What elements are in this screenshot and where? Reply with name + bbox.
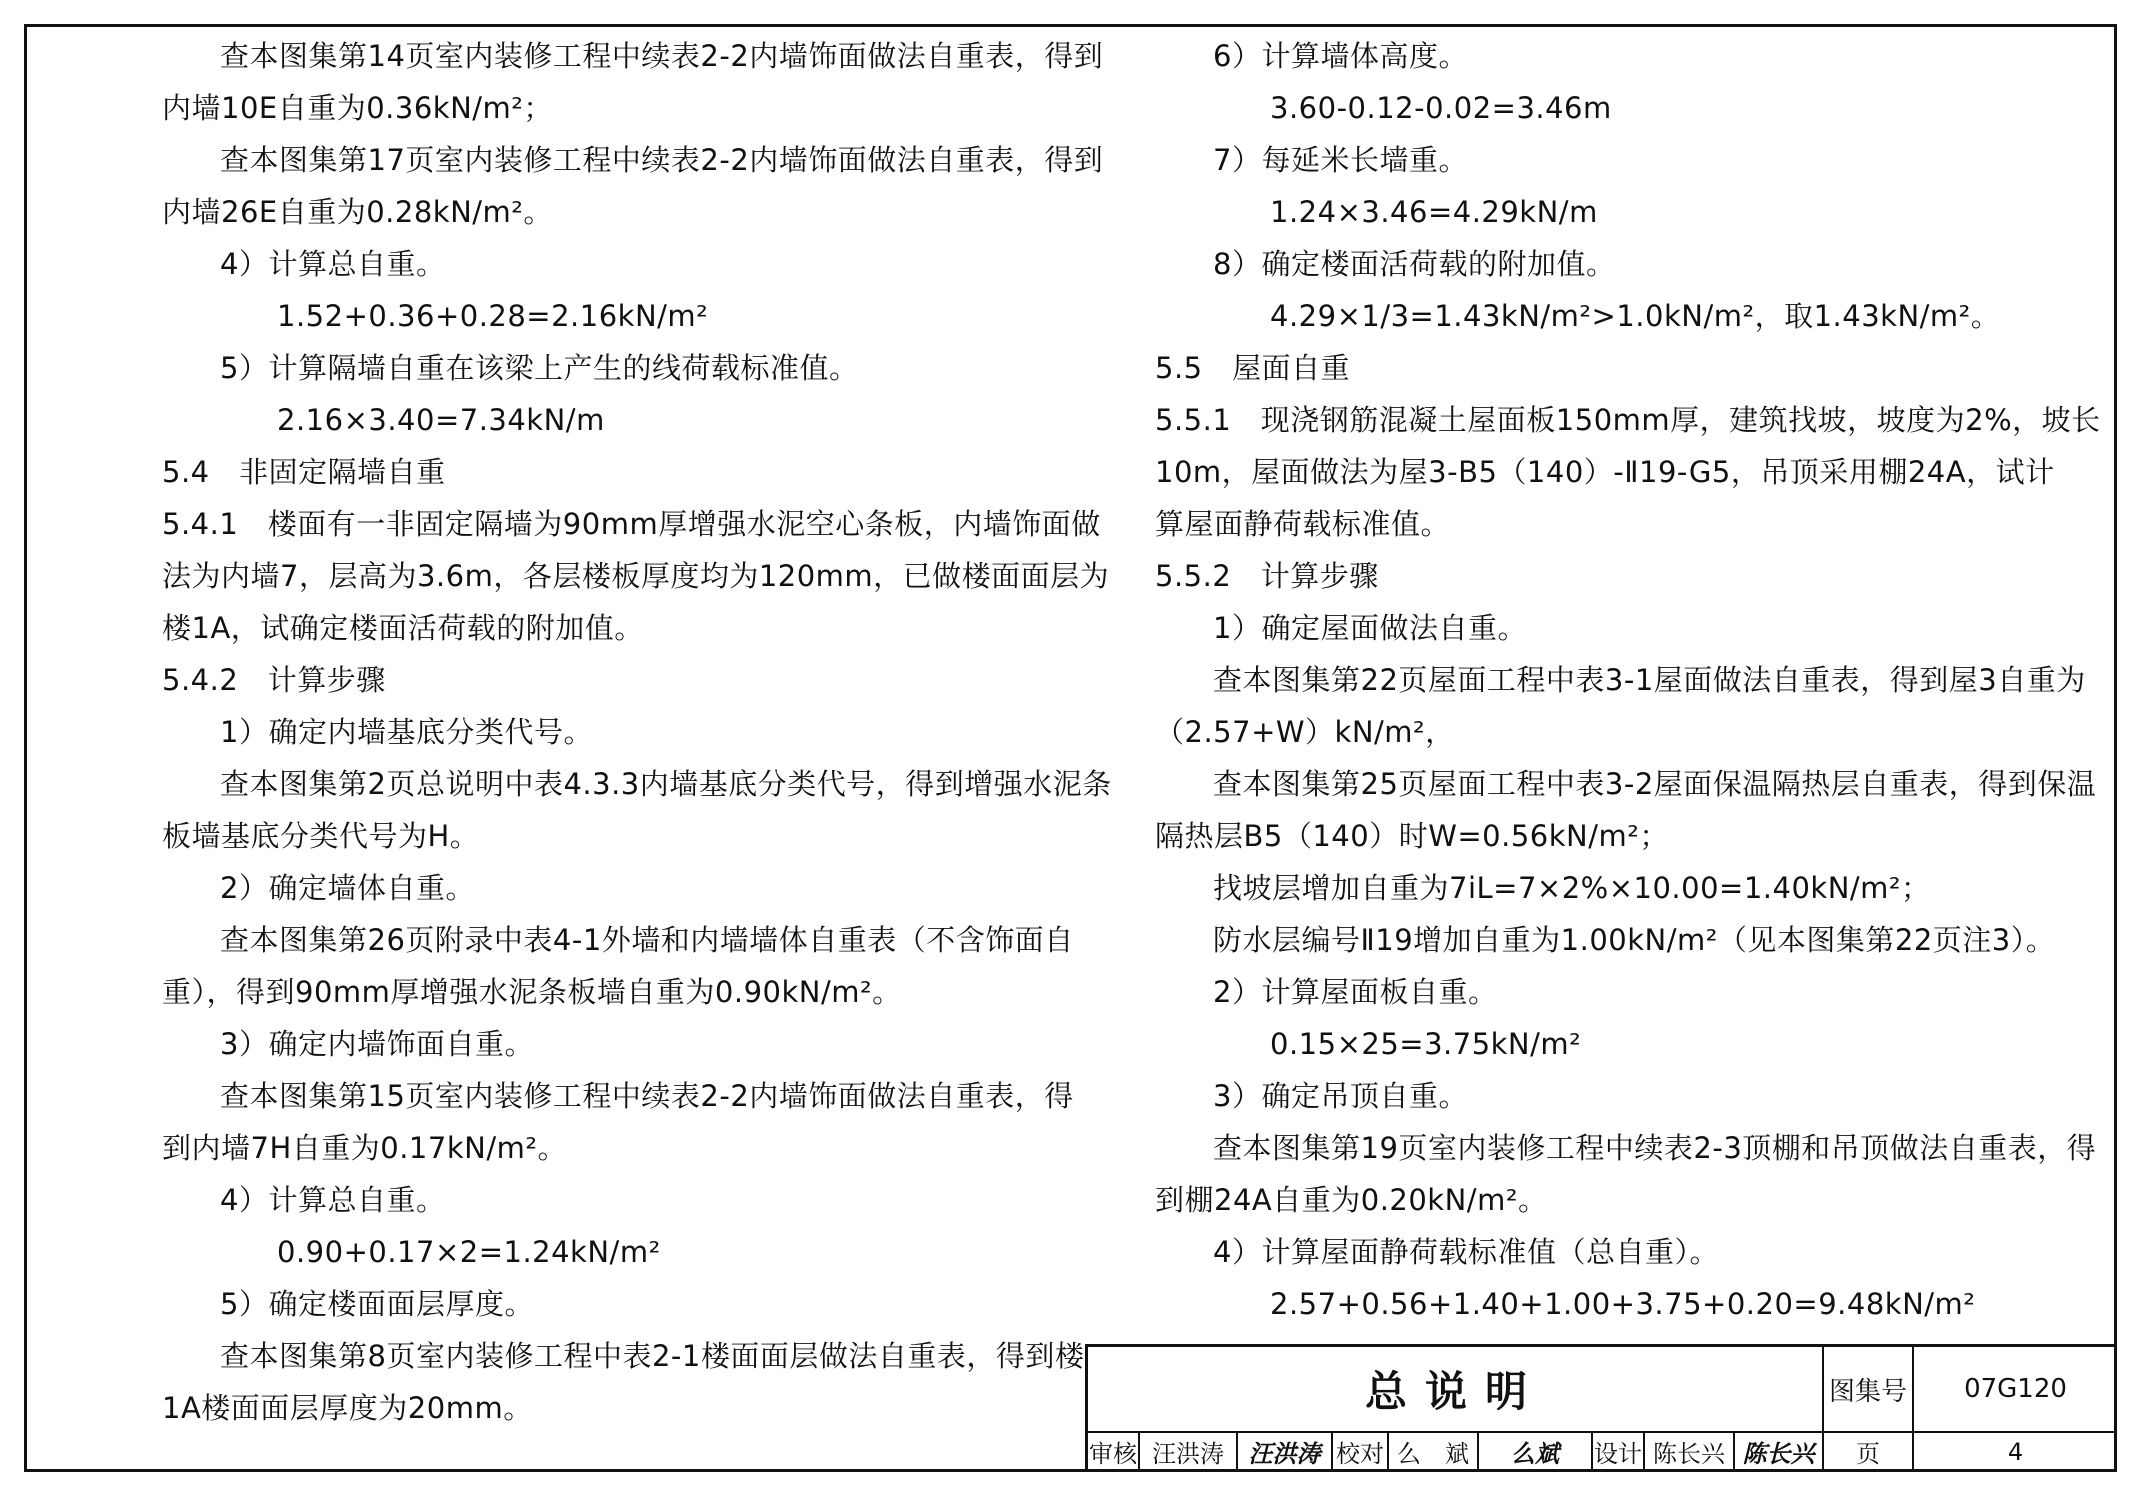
text-line: 5）确定楼面面层厚度。: [220, 1287, 534, 1321]
page-number: 4: [2007, 1437, 2024, 1466]
text-line: 查本图集第8页室内装修工程中表2-1楼面面层做法自重表，得到楼: [220, 1339, 1085, 1373]
text-line: 2.57+0.56+1.40+1.00+3.75+0.20=9.48kN/m²: [1270, 1287, 1976, 1321]
text-line: 0.90+0.17×2=1.24kN/m²: [277, 1235, 661, 1269]
text-line: 5.4.1 楼面有一非固定隔墙为90mm厚增强水泥空心条板，内墙饰面做: [162, 507, 1101, 541]
design-label: 设计: [1593, 1431, 1645, 1472]
text-line: 到内墙7H自重为0.17kN/m²。: [162, 1131, 567, 1165]
checker-name: 么 斌: [1389, 1431, 1479, 1472]
text-line: 2.16×3.40=7.34kN/m: [277, 403, 605, 437]
text-line: 查本图集第2页总说明中表4.3.3内墙基底分类代号，得到增强水泥条: [220, 767, 1112, 801]
text-line: 5）计算隔墙自重在该梁上产生的线荷载标准值。: [220, 351, 859, 385]
text-line: 查本图集第22页屋面工程中表3-1屋面做法自重表，得到屋3自重为: [1213, 663, 2086, 697]
text-line: 6）计算墙体高度。: [1213, 39, 1468, 73]
text-line: 查本图集第14页室内装修工程中续表2-2内墙饰面做法自重表，得到: [220, 39, 1104, 73]
text-line: 防水层编号Ⅱ19增加自重为1.00kN/m²（见本图集第22页注3）。: [1213, 923, 2056, 957]
text-line: 5.5.2 计算步骤: [1155, 559, 1379, 593]
text-line: 1A楼面面层厚度为20mm。: [162, 1391, 533, 1425]
title-block-row-main: [1088, 1347, 2117, 1433]
text-line: 1.24×3.46=4.29kN/m: [1270, 195, 1598, 229]
text-line: 内墙26E自重为0.28kN/m²。: [162, 195, 553, 229]
reviewer-signature: 汪洪涛: [1238, 1431, 1333, 1472]
text-line: 8）确定楼面活荷载的附加值。: [1213, 247, 1616, 281]
checker-signature: 么斌: [1479, 1431, 1593, 1472]
right-text-column: [1155, 30, 2101, 1330]
text-line: 查本图集第25页屋面工程中表3-2屋面保温隔热层自重表，得到保温: [1213, 767, 2097, 801]
atlas-number: 07G120: [1964, 1374, 2067, 1404]
text-line: 查本图集第26页附录中表4-1外墙和内墙墙体自重表（不含饰面自: [220, 923, 1074, 957]
text-line: 3）确定内墙饰面自重。: [220, 1027, 534, 1061]
text-line: 到棚24A自重为0.20kN/m²。: [1155, 1183, 1548, 1217]
drawing-title: 总说明: [1088, 1347, 1824, 1431]
text-line: 法为内墙7，层高为3.6m，各层楼板厚度均为120mm，已做楼面面层为: [162, 559, 1110, 593]
text-line: 3.60-0.12-0.02=3.46m: [1270, 91, 1612, 125]
title-block: [1085, 1344, 2117, 1472]
page-label: 页: [1824, 1431, 1914, 1472]
designer-name: 陈长兴: [1645, 1431, 1735, 1472]
text-line: 10m，屋面做法为屋3-B5（140）-Ⅱ19-G5，吊顶采用棚24A，试计: [1155, 455, 2055, 489]
text-line: 内墙10E自重为0.36kN/m²；: [162, 91, 553, 125]
text-line: 隔热层B5（140）时W=0.56kN/m²；: [1155, 819, 1669, 853]
text-line: 0.15×25=3.75kN/m²: [1270, 1027, 1582, 1061]
text-line: 5.5.1 现浇钢筋混凝土屋面板150mm厚，建筑找坡，坡度为2%，坡长: [1155, 403, 2101, 437]
title-block-row-signatures: [1088, 1431, 2117, 1472]
text-line: 楼1A，试确定楼面活荷载的附加值。: [162, 611, 644, 645]
text-line: 2）计算屋面板自重。: [1213, 975, 1498, 1009]
text-line: 7）每延米长墙重。: [1213, 143, 1468, 177]
left-text-column: [162, 30, 1112, 1434]
text-line: 5.4 非固定隔墙自重: [162, 455, 446, 489]
text-line: 1）确定内墙基底分类代号。: [220, 715, 593, 749]
text-line: 4）计算屋面静荷载标准值（总自重）。: [1213, 1235, 1719, 1269]
text-line: 查本图集第15页室内装修工程中续表2-2内墙饰面做法自重表，得: [220, 1079, 1074, 1113]
text-line: （2.57+W）kN/m²，: [1155, 715, 1455, 749]
text-line: 板墙基底分类代号为H。: [162, 819, 480, 853]
reviewer-name: 汪洪涛: [1140, 1431, 1238, 1472]
text-line: 算屋面静荷载标准值。: [1155, 507, 1451, 541]
text-line: 4.29×1/3=1.43kN/m²>1.0kN/m²，取1.43kN/m²。: [1270, 299, 2001, 333]
text-line: 找坡层增加自重为7iL=7×2%×10.00=1.40kN/m²；: [1213, 871, 1931, 905]
text-line: 5.4.2 计算步骤: [162, 663, 386, 697]
text-line: 4）计算总自重。: [220, 1183, 446, 1217]
text-line: 5.5 屋面自重: [1155, 351, 1351, 385]
text-line: 重），得到90mm厚增强水泥条板墙自重为0.90kN/m²。: [162, 975, 902, 1009]
text-line: 1）确定屋面做法自重。: [1213, 611, 1527, 645]
check-label: 校对: [1333, 1431, 1389, 1472]
text-line: 2）确定墙体自重。: [220, 871, 475, 905]
designer-signature: 陈长兴: [1735, 1431, 1824, 1472]
text-line: 查本图集第17页室内装修工程中续表2-2内墙饰面做法自重表，得到: [220, 143, 1104, 177]
review-label: 审核: [1088, 1431, 1140, 1472]
text-line: 4）计算总自重。: [220, 247, 446, 281]
text-line: 3）确定吊顶自重。: [1213, 1079, 1468, 1113]
text-line: 查本图集第19页室内装修工程中续表2-3顶棚和吊顶做法自重表，得: [1213, 1131, 2097, 1165]
text-line: 1.52+0.36+0.28=2.16kN/m²: [277, 299, 709, 333]
atlas-number-label: 图集号: [1824, 1347, 1914, 1431]
